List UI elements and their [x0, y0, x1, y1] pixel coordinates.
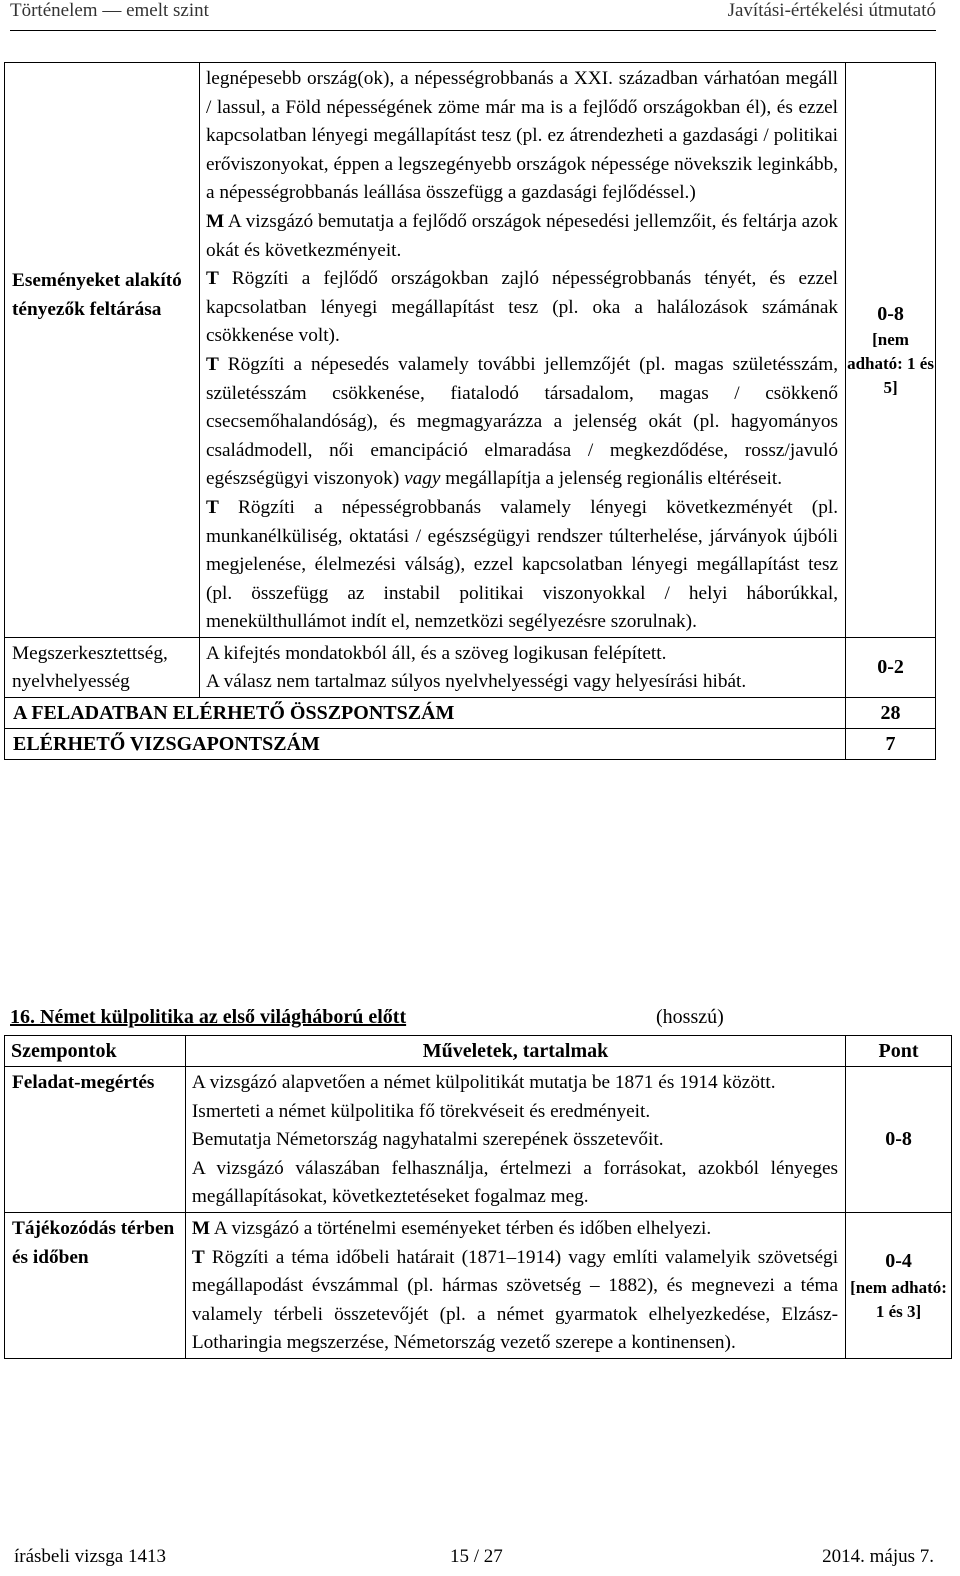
table-row: [5, 1212, 952, 1358]
table-row: [5, 637, 936, 697]
points-cell: [846, 1067, 952, 1213]
column-header: Műveletek, tartalmak: [185, 1036, 845, 1067]
list-item: [206, 265, 838, 351]
table-row: [5, 63, 936, 638]
total-value: 7: [846, 729, 936, 760]
points-value: 0-8: [885, 1128, 912, 1151]
header-rule: [10, 30, 936, 31]
footer-exam-id: írásbeli vizsga 1413: [14, 1546, 166, 1567]
content-line: A kifejtés mondatokból áll, és a szöveg logikusan felépített.: [205, 642, 667, 664]
total-label: ELÉRHETŐ VIZSGAPONTSZÁM: [5, 729, 846, 760]
points-cell: [846, 1212, 952, 1358]
item-emphasis: vagy: [404, 468, 441, 490]
points-note: [nem adható: 1 és 3]: [850, 1277, 947, 1321]
section-title: 16. Német külpolitika az első világháború előtt: [10, 1006, 407, 1028]
item-mark: M: [205, 210, 225, 232]
item-text: Rögzíti a népességrobbanás valamely lényegi következményét (pl. munkanélküliség, oktatási / egészségügyi rendszer túlterhelése, járványok újbóli megjelenése, élelmezési válság), ezzel kapcsolatban lényegi megállapítást tesz (pl. összefügg az instabil politikai viszonyokkal / helyi háborúkkal, menekülthullámot indít el, nemzetközi segélyezésre szorulnak).: [205, 496, 839, 633]
table-row: [5, 1067, 952, 1213]
content-cell: [185, 1067, 845, 1213]
content-cell: [199, 637, 845, 697]
column-header: Pont: [846, 1036, 952, 1067]
points-value: 0-2: [877, 656, 904, 679]
points-cell: [846, 63, 936, 638]
points-value: 0-8: [877, 302, 904, 325]
points-cell: [846, 637, 936, 697]
points-value: 0-4: [885, 1250, 912, 1273]
section-type: (hosszú): [656, 1006, 724, 1028]
item-text: Rögzíti a fejlődő országokban zajló népességrobbanás tényét, és ezzel kapcsolatban lényegi megállapítást tesz (pl. oka a halálozások számának csökkenése volt).: [205, 268, 839, 347]
criterion-cell: [5, 63, 200, 638]
page-header: [10, 0, 936, 24]
content-cell: [185, 1212, 845, 1358]
content-line: A válasz nem tartalmaz súlyos nyelvhelyességi vagy helyesírási hibát.: [205, 671, 747, 693]
item-text-tail: megállapítja a jelenség regionális eltéréseit.: [440, 468, 783, 490]
item-text: A vizsgázó bemutatja a fejlődő országok népesedési jellemzőit, és feltárja azok okát és következményeit.: [205, 210, 839, 261]
total-row: [5, 729, 936, 760]
criterion-cell: [5, 1067, 186, 1213]
scoring-table-15: [4, 62, 936, 760]
item-text: Rögzíti a téma időbeli határait (1871–1914) vagy említi valamelyik szövetségi megállapodást évszámmal (pl. hármas szövetség – 1882), és megnevezi a téma valamely térbeli összetevőjét (pl. a német gyarmatok elhelyezkedése, Elzász-Lotharingia megszerzése, Németország vezető szerepe a kontinensen).: [191, 1246, 839, 1354]
list-item: [206, 494, 838, 637]
item-mark: T: [205, 353, 219, 375]
list-item: [192, 1215, 838, 1244]
total-value: 28: [846, 698, 936, 729]
table-header-row: [5, 1036, 952, 1067]
total-label: A FELADATBAN ELÉRHETŐ ÖSSZPONTSZÁM: [5, 698, 846, 729]
item-mark: M: [191, 1217, 211, 1239]
page-number: 15 / 27: [450, 1546, 503, 1567]
criterion-label: Feladat-megértés: [12, 1072, 155, 1093]
criterion-label: Megszerkesztettség, nyelvhelyesség: [12, 642, 168, 693]
points-note: [nem adható: 1 és 5]: [847, 330, 934, 398]
criterion-cell: [5, 1212, 186, 1358]
item-mark: T: [205, 268, 219, 290]
item-mark: T: [191, 1246, 205, 1268]
total-row: [5, 698, 936, 729]
header-doc-type: Javítási-értékelési útmutató: [727, 0, 936, 21]
item-mark: T: [205, 496, 219, 518]
list-item: [206, 208, 838, 265]
criterion-cell: [5, 637, 200, 697]
scoring-table-16: [4, 1035, 952, 1359]
item-text: A vizsgázó a történelmi eseményeket térben és időben elhelyezi.: [210, 1217, 712, 1239]
page-footer: [14, 1546, 934, 1568]
content-line: Ismerteti a német külpolitika fő törekvéseit és eredményeit.: [191, 1100, 651, 1122]
content-intro: legnépesebb ország(ok), a népességrobbanás a XXI. században várhatóan megáll / lassul, a Föld népességének zöme már ma is a fejlődő országokban él), és ezzel kapcsolatban lényegi megállapítást tesz (pl. ez átrendezheti a gazdasági / politikai erőviszonyokat, éppen a legszegényebb országok népessége növekszik leginkább, a népességrobbanás leállása összefügg a gazdasági fejlődéssel.): [205, 68, 839, 204]
list-item: [206, 351, 838, 494]
column-header: Szempontok: [5, 1036, 186, 1067]
list-item: [192, 1244, 838, 1358]
criterion-label: Tájékozódás térben és időben: [12, 1217, 175, 1268]
item-text: Rögzíti a népesedés valamely további jellemzőjét (pl. magas születésszám, születésszám csökkenése, fiatalodó társadalom, magas / csökkenő csecsemőhalandóság), és megmagyarázza a jelenség okát (pl. hagyományos családmodell, női emancipáció elmaradása / megkezdődése, rossz/javuló egészségügyi viszonyok): [205, 353, 839, 490]
content-line: A vizsgázó alapvetően a német külpolitikát mutatja be 1871 és 1914 között.: [191, 1072, 776, 1093]
content-cell: [199, 63, 845, 638]
content-line: A vizsgázó válaszában felhasználja, értelmezi a forrásokat, azokból lényeges megállapításokat, következtetéseket fogalmaz meg.: [191, 1157, 839, 1208]
criterion-label: Eseményeket alakító tényezők feltárása: [12, 270, 182, 320]
footer-date: 2014. május 7.: [822, 1546, 934, 1567]
content-line: Bemutatja Németország nagyhatalmi szerepének összetevőit.: [191, 1129, 664, 1151]
header-subject: Történelem — emelt szint: [10, 0, 209, 21]
